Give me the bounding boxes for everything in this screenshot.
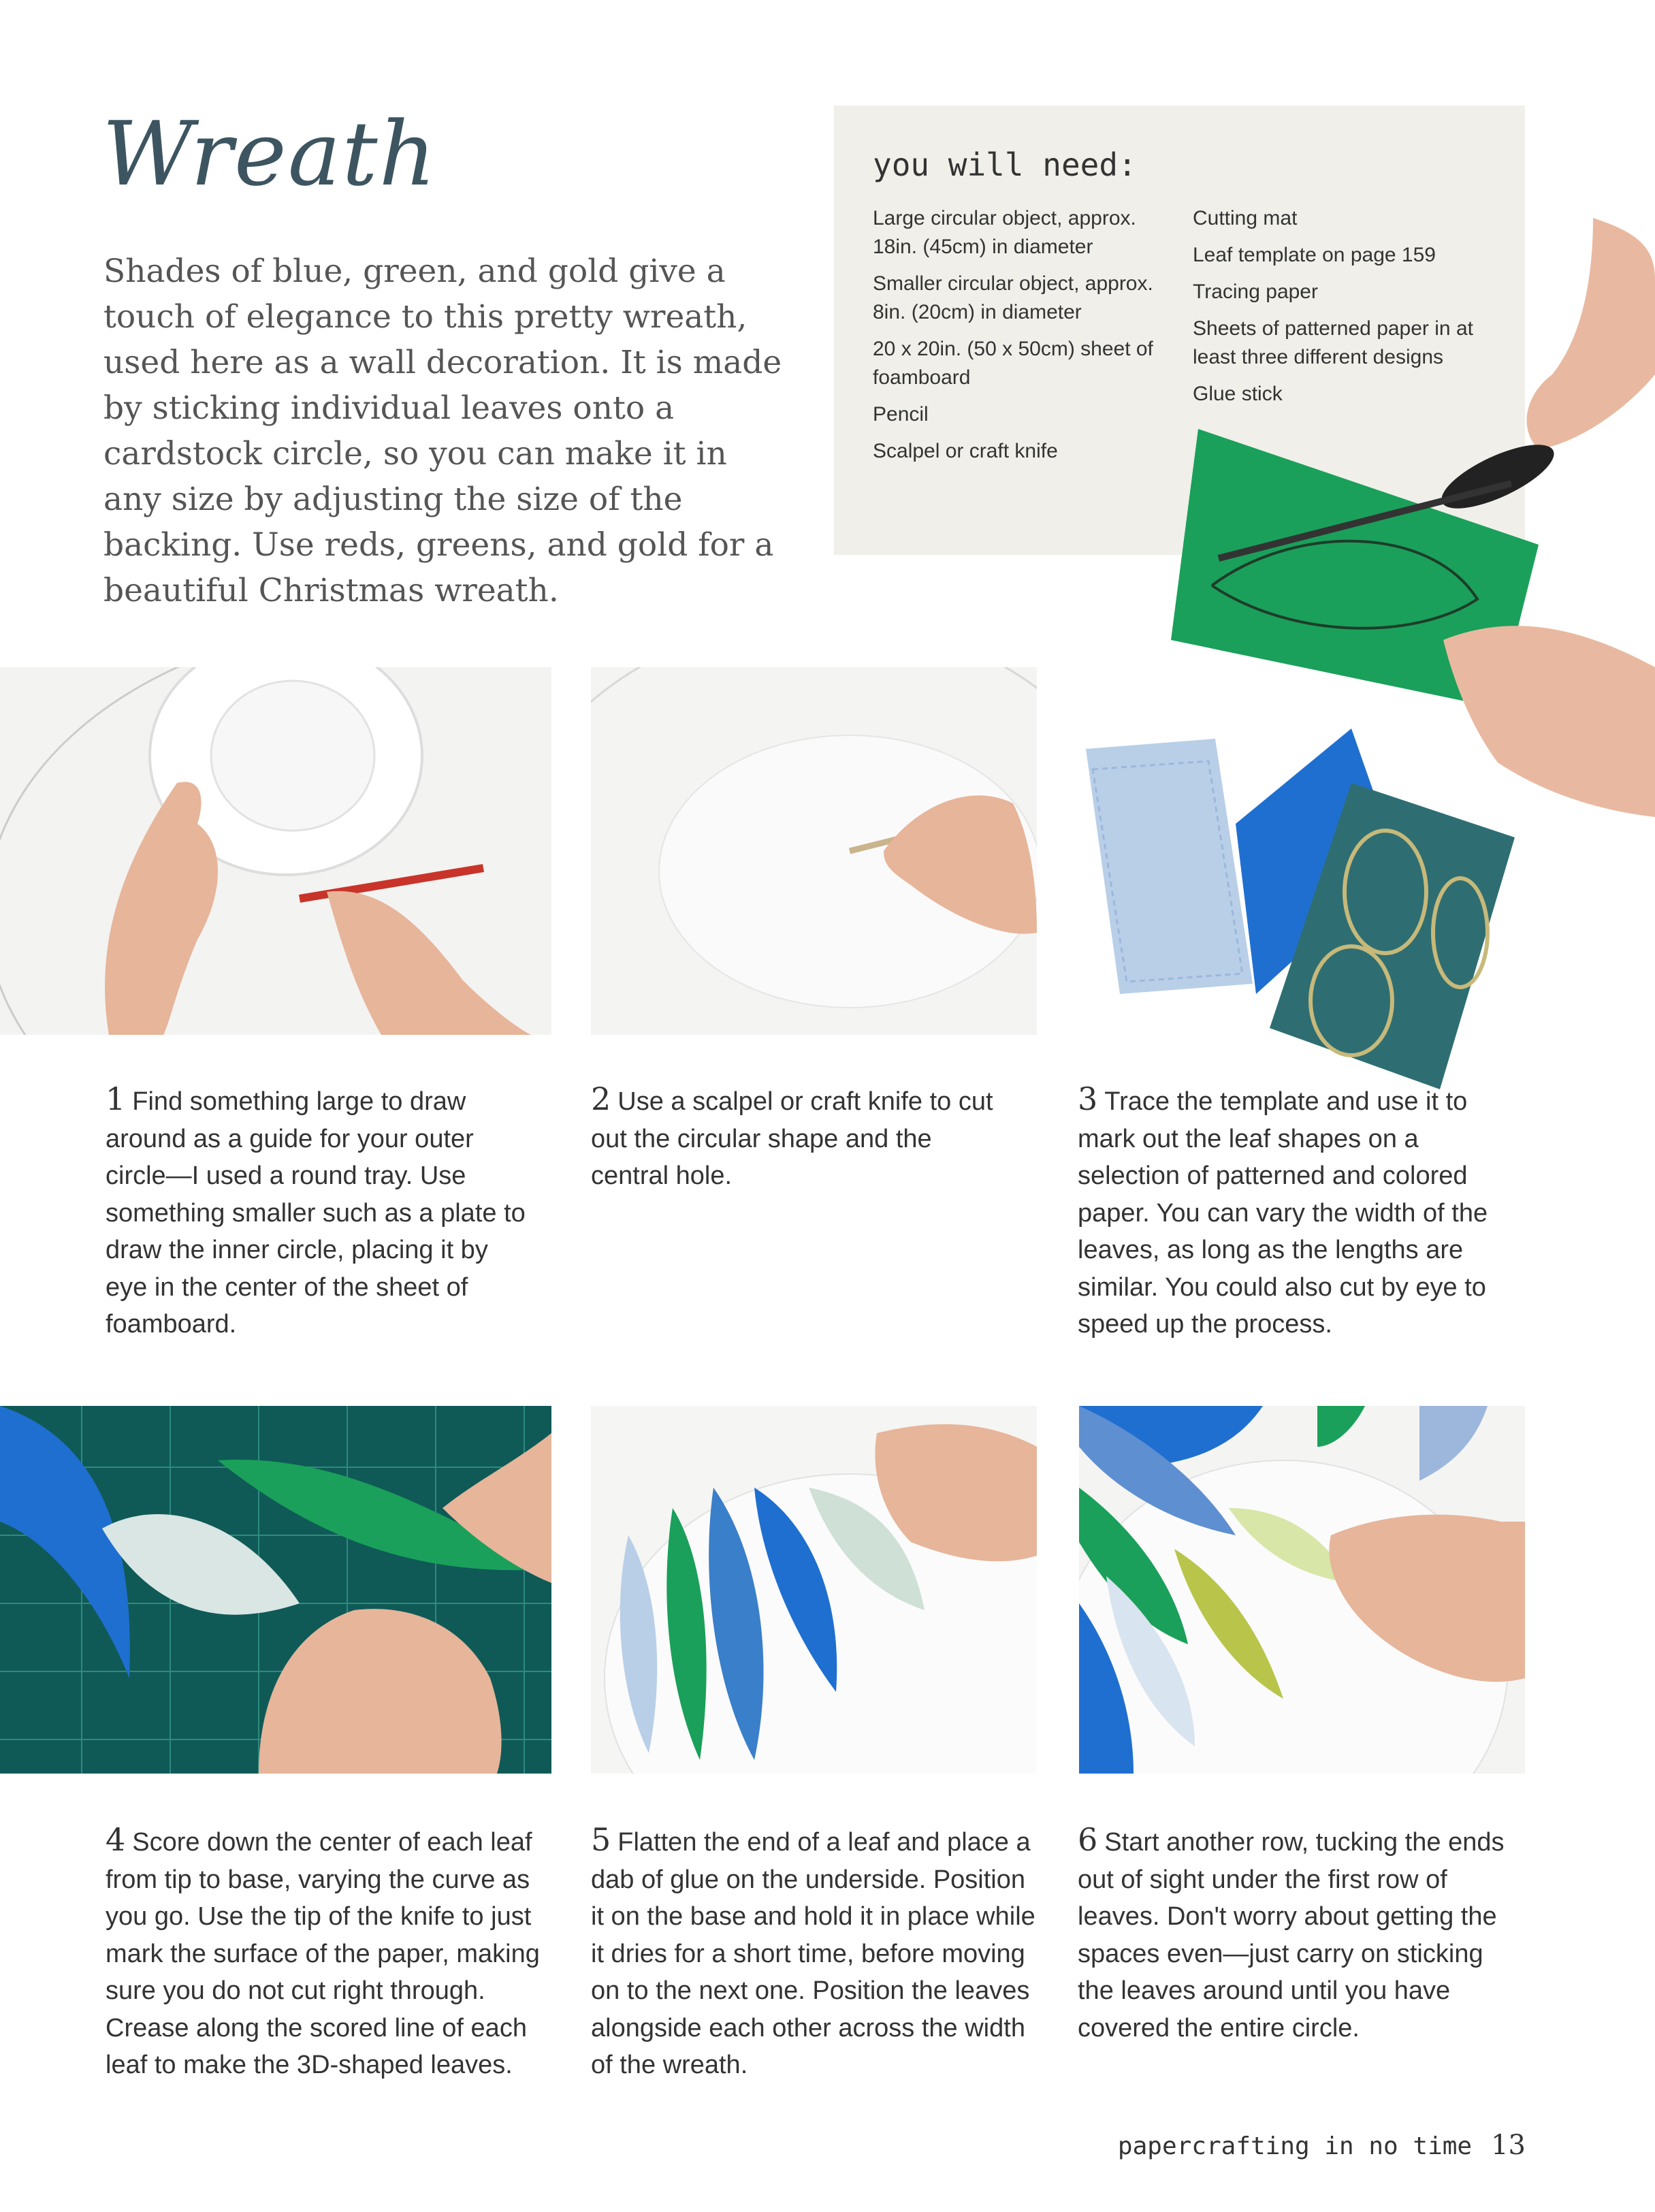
step-4-photo bbox=[0, 1406, 551, 1774]
step-3 bbox=[1078, 1080, 1527, 1343]
material-item: Sheets of patterned paper in at least three different designs bbox=[1193, 317, 1473, 368]
step-2-photo bbox=[591, 667, 1037, 1035]
step-2 bbox=[591, 1080, 1013, 1195]
step-5-photo bbox=[591, 1406, 1037, 1774]
book-title: papercrafting in no time bbox=[1117, 2132, 1473, 2160]
intro-paragraph: Shades of blue, green, and gold give a touch of elegance to this pretty wreath, used here as a wall decoration. It is made by sticking individual leaves onto a cardstock circle, so you can make it in any size by adjusting the size of the backing. Use reds, greens, and gold for a beautiful Christmas wreath. bbox=[103, 253, 782, 609]
step-4 bbox=[106, 1821, 562, 2084]
page-number: 13 bbox=[1491, 2130, 1526, 2161]
step-number: 1 bbox=[106, 1080, 126, 1117]
step-number: 4 bbox=[106, 1821, 126, 1858]
step-5 bbox=[591, 1821, 1040, 2084]
page-footer bbox=[1118, 2130, 1526, 2161]
material-item: Glue stick bbox=[1193, 383, 1283, 405]
material-item: Cutting mat bbox=[1193, 207, 1298, 229]
step-text: Trace the template and use it to mark out the leaf shapes on a selection of patterned and colored paper. You can vary the width of the leaves, as long as the lengths are similar. You could also cut by eye to speed up the process. bbox=[1078, 1087, 1488, 1339]
material-item: Pencil bbox=[873, 403, 929, 426]
step-number: 3 bbox=[1078, 1080, 1098, 1117]
material-item: 20 x 20in. (50 x 50cm) sheet of foamboard bbox=[873, 338, 1153, 389]
step-text: Use a scalpel or craft knife to cut out the circular shape and the central hole. bbox=[591, 1087, 993, 1190]
material-item: Leaf template on page 159 bbox=[1193, 244, 1436, 266]
step-3-photo bbox=[1079, 728, 1522, 1089]
materials-heading: you will need: bbox=[873, 146, 1137, 183]
page-title: Wreath bbox=[102, 102, 438, 206]
step-number: 5 bbox=[591, 1821, 611, 1858]
step-text: Find something large to draw around as a guide for your outer circle—I used a round tray. Use something smaller such as a plate to draw the inner circle, placing it by eye in the center of the sheet of foamboard. bbox=[106, 1087, 526, 1339]
material-item: Smaller circular object, approx. 8in. (20cm) in diameter bbox=[873, 272, 1153, 323]
step-6 bbox=[1078, 1821, 1520, 2047]
step-number: 6 bbox=[1078, 1821, 1098, 1858]
step-number: 2 bbox=[591, 1080, 611, 1117]
material-item: Large circular object, approx. 18in. (45cm) in diameter bbox=[873, 207, 1136, 258]
material-item: Tracing paper bbox=[1193, 280, 1318, 303]
step-1-photo bbox=[0, 667, 551, 1035]
scissors-photo bbox=[1157, 204, 1655, 817]
materials-list-1 bbox=[873, 204, 1172, 474]
step-1 bbox=[106, 1080, 528, 1343]
step-6-photo bbox=[1079, 1406, 1525, 1774]
step-text: Start another row, tucking the ends out of sight under the first row of leaves. Don't worry about getting the spaces even—just carry on sticking the leaves around until you have covered the entire circle. bbox=[1078, 1828, 1505, 2042]
step-text: Score down the center of each leaf from tip to base, varying the curve as you go. Use the tip of the knife to just mark the surface of the paper, making sure you do not cut right through. Crease along the scored line of each leaf to make the 3D-shaped leaves. bbox=[106, 1828, 540, 2079]
step-text: Flatten the end of a leaf and place a dab of glue on the underside. Position it on the base and hold it in place while it dries for a short time, before moving on to the next one. Position the leaves alongside each other across the width of the wreath. bbox=[591, 1828, 1035, 2079]
material-item: Scalpel or craft knife bbox=[873, 440, 1058, 462]
